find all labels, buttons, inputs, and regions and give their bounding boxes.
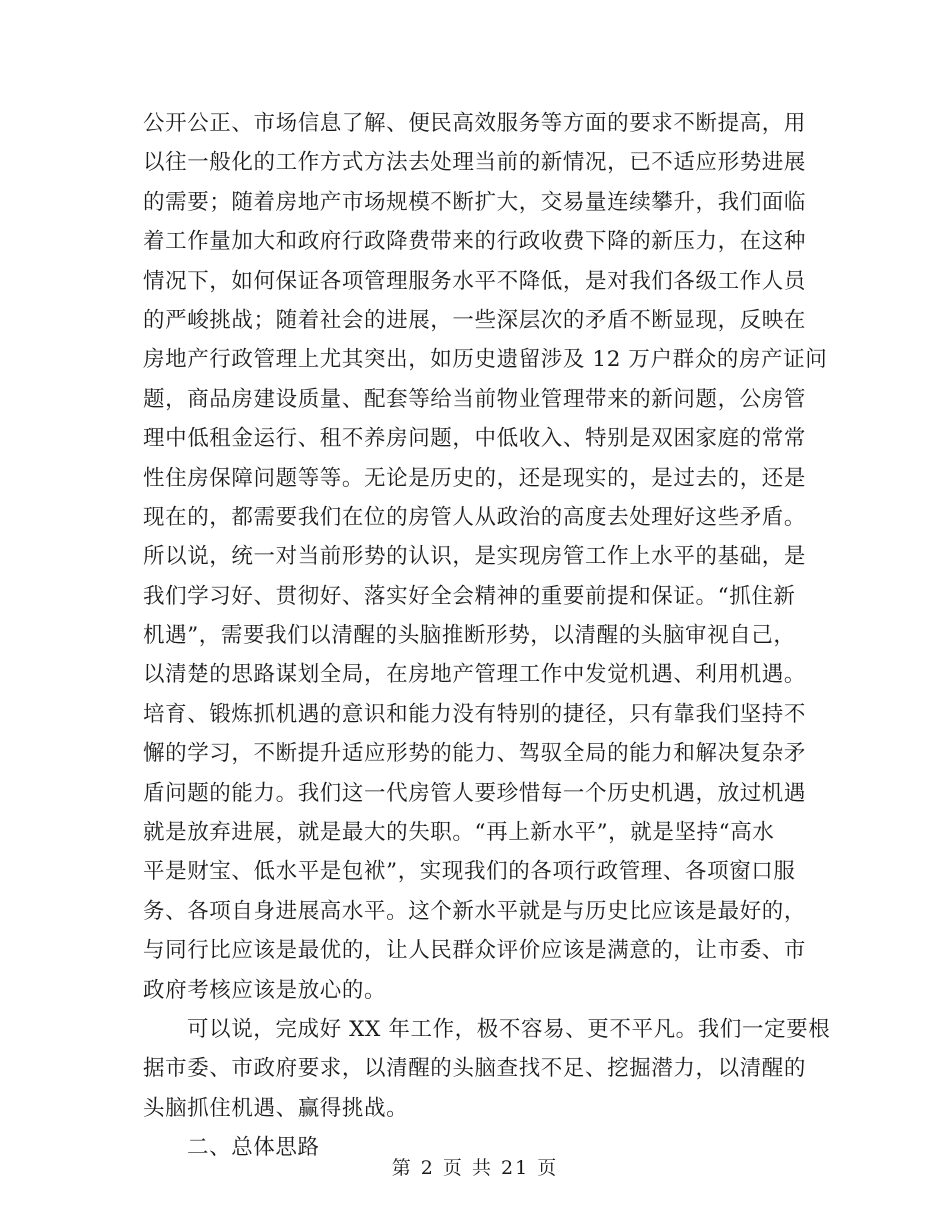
text-line: 我们学习好、贯彻好、落实好全会精神的重要前提和保证。“抓住新 (143, 583, 796, 609)
text-line: 所以说，统一对当前形势的认识，是实现房管工作上水平的基础，是 (143, 544, 807, 570)
text-line: 机遇”，需要我们以清醒的头脑推断形势，以清醒的头脑审视自己， (143, 623, 796, 649)
text-line: 就是放弃进展，就是最大的失职。“再上新水平”，就是坚持“高水 (143, 820, 775, 846)
text-line: 平是财宝、低水平是包袱”，实现我们的各项行政管理、各项窗口服 (143, 859, 796, 885)
section-heading: 二、总体思路 (187, 1135, 320, 1161)
text-line: 着工作量加大和政府行政降费带来的行政收费下降的新压力，在这种 (143, 229, 807, 255)
text-line: 与同行比应该是最优的，让人民群众评价应该是满意的，让市委、市 (143, 938, 807, 964)
text-line: 的严峻挑战；随着社会的进展，一些深层次的矛盾不断显现，反映在 (143, 307, 807, 333)
text-line: 公开公正、市场信息了解、便民高效服务等方面的要求不断提高，用 (143, 111, 807, 136)
text-line: 以清楚的思路谋划全局，在房地产管理工作中发觉机遇、利用机遇。 (143, 662, 807, 688)
text-line: 的需要；随着房地产市场规模不断扩大，交易量连续攀升，我们面临 (143, 189, 807, 215)
text-line: 政府考核应该是放心的。 (143, 977, 387, 1003)
text-line: 性住房保障问题等等。无论是历史的，还是现实的，是过去的，还是 (143, 465, 807, 491)
text-line: 情况下，如何保证各项管理服务水平不降低，是对我们各级工作人员 (143, 268, 807, 294)
text-line: 盾问题的能力。我们这一代房管人要珍惜每一个历史机遇，放过机遇 (143, 780, 807, 806)
text-line: 现在的，都需要我们在位的房管人从政治的高度去处理好这些矛盾。 (143, 504, 807, 530)
document-body (143, 104, 831, 1168)
text-line: 据市委、市政府要求，以清醒的头脑查找不足、挖掘潜力，以清醒的 (143, 1056, 807, 1082)
page-number-footer: 第 2 页 共 21 页 (391, 1157, 559, 1179)
text-line: 培育、锻炼抓机遇的意识和能力没有特别的捷径，只有靠我们坚持不 (143, 701, 807, 727)
text-line: 务、各项自身进展高水平。这个新水平就是与历史比应该是最好的， (143, 898, 807, 924)
text-line: 头脑抓住机遇、赢得挑战。 (143, 1095, 409, 1121)
text-line: 懈的学习，不断提升适应形势的能力、驾驭全局的能力和解决复杂矛 (143, 741, 807, 767)
text-line: 理中低租金运行、租不养房问题，中低收入、特别是双困家庭的常常 (143, 426, 807, 452)
text-line: 题，商品房建设质量、配套等给当前物业管理带来的新问题，公房管 (143, 386, 807, 412)
paragraph-first-line: 可以说，完成好 XX 年工作，极不容易、更不平凡。我们一定要根 (187, 1016, 831, 1042)
text-line: 房地产行政管理上尤其突出，如历史遗留涉及 12 万户群众的房产证问 (143, 347, 828, 373)
text-line: 以往一般化的工作方式方法去处理当前的新情况，已不适应形势进展 (143, 150, 807, 176)
